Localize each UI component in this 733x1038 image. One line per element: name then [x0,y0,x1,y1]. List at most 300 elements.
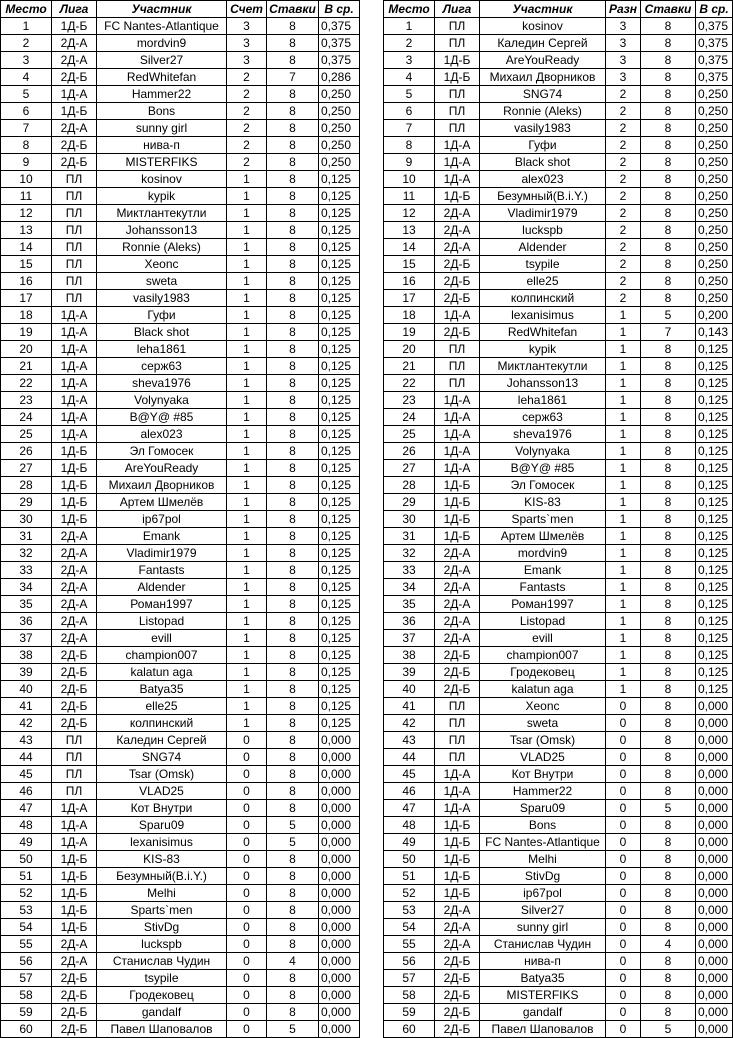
cell-bets: 8 [641,851,696,868]
cell-value: 0 [227,953,267,970]
cell-place: 12 [1,205,52,222]
cell-place: 60 [1,1021,52,1038]
cell-average: 0,125 [319,647,360,664]
table-row [1,460,360,477]
cell-bets: 8 [641,630,696,647]
cell-place: 14 [1,239,52,256]
cell-value: 2 [606,222,641,239]
cell-participant: AreYouReady [97,460,227,477]
cell-league: 1Д-Б [435,494,480,511]
cell-league: 1Д-Б [435,885,480,902]
cell-league: 1Д-А [52,358,97,375]
cell-average: 0,000 [696,834,733,851]
cell-value: 0 [606,715,641,732]
cell-value: 0 [227,868,267,885]
cell-place: 29 [1,494,52,511]
cell-participant: VLAD25 [97,783,227,800]
cell-value: 1 [227,392,267,409]
score-table [0,0,360,1038]
table-row [1,35,360,52]
cell-league: 1Д-Б [52,477,97,494]
cell-place: 7 [1,120,52,137]
cell-value: 0 [606,698,641,715]
cell-league: 1Д-Б [52,443,97,460]
cell-league: 1Д-А [435,426,480,443]
cell-bets: 8 [641,171,696,188]
cell-participant: Vladimir1979 [480,205,606,222]
table-row [1,494,360,511]
cell-bets: 8 [641,154,696,171]
cell-participant: Миктлантекутли [480,358,606,375]
cell-average: 0,250 [696,154,733,171]
cell-league: 1Д-А [52,800,97,817]
cell-participant: Ronnie (Aleks) [97,239,227,256]
cell-value: 1 [227,256,267,273]
cell-league: 1Д-Б [52,460,97,477]
cell-bets: 8 [641,749,696,766]
table-row [1,392,360,409]
table-row [384,647,733,664]
cell-league: ПЛ [52,749,97,766]
cell-participant: Hammer22 [480,783,606,800]
cell-average: 0,000 [319,783,360,800]
table-row [1,749,360,766]
cell-participant: KIS-83 [97,851,227,868]
cell-place: 32 [1,545,52,562]
cell-participant: sheva1976 [97,375,227,392]
cell-bets: 8 [641,256,696,273]
cell-bets: 8 [267,613,319,630]
cell-participant: kypik [97,188,227,205]
cell-league: 1Д-А [435,392,480,409]
cell-value: 0 [606,987,641,1004]
cell-participant: Vladimir1979 [97,545,227,562]
cell-place: 6 [384,103,435,120]
cell-average: 0,000 [319,749,360,766]
cell-participant: колпинский [97,715,227,732]
cell-bets: 8 [641,766,696,783]
cell-average: 0,000 [696,919,733,936]
cell-value: 3 [227,52,267,69]
cell-average: 0,000 [319,817,360,834]
cell-place: 25 [1,426,52,443]
cell-league: 1Д-А [435,154,480,171]
cell-participant: champion007 [97,647,227,664]
cell-participant: Melhi [97,885,227,902]
cell-value: 0 [227,885,267,902]
cell-average: 0,250 [696,222,733,239]
cell-league: 1Д-Б [52,919,97,936]
cell-value: 1 [227,460,267,477]
cell-league: 1Д-Б [435,528,480,545]
cell-league: 2Д-Б [435,290,480,307]
table-row [384,834,733,851]
cell-place: 5 [1,86,52,103]
cell-bets: 8 [267,426,319,443]
cell-value: 2 [227,154,267,171]
cell-average: 0,125 [696,596,733,613]
cell-bets: 8 [641,273,696,290]
cell-value: 0 [227,936,267,953]
cell-participant: leha1861 [480,392,606,409]
table-row [384,783,733,800]
cell-value: 2 [606,120,641,137]
table-row [1,834,360,851]
cell-league: ПЛ [435,375,480,392]
cell-bets: 5 [267,817,319,834]
cell-participant: leha1861 [97,341,227,358]
cell-league: 1Д-А [435,783,480,800]
cell-league: ПЛ [435,698,480,715]
cell-value: 2 [227,137,267,154]
cell-participant: evill [97,630,227,647]
cell-bets: 8 [641,528,696,545]
table-row [1,239,360,256]
cell-average: 0,000 [696,902,733,919]
cell-average: 0,125 [319,341,360,358]
cell-participant: luckspb [480,222,606,239]
cell-bets: 8 [267,35,319,52]
cell-value: 1 [227,681,267,698]
cell-bets: 8 [267,443,319,460]
cell-bets: 8 [641,511,696,528]
cell-average: 0,250 [319,154,360,171]
cell-bets: 8 [267,800,319,817]
header-place: Место [384,1,435,18]
cell-participant: Павел Шаповалов [480,1021,606,1038]
cell-value: 1 [227,630,267,647]
cell-place: 23 [1,392,52,409]
cell-participant: kypik [480,341,606,358]
cell-bets: 8 [267,188,319,205]
table-row [1,698,360,715]
table-row [1,341,360,358]
cell-average: 0,000 [319,885,360,902]
cell-place: 26 [384,443,435,460]
cell-league: 1Д-А [52,817,97,834]
cell-bets: 8 [641,970,696,987]
cell-value: 0 [606,953,641,970]
cell-average: 0,000 [319,919,360,936]
cell-bets: 8 [267,885,319,902]
cell-bets: 8 [267,103,319,120]
cell-participant: RedWhitefan [480,324,606,341]
cell-average: 0,125 [319,324,360,341]
table-row [1,477,360,494]
cell-bets: 8 [267,52,319,69]
cell-value: 2 [606,239,641,256]
cell-participant: KIS-83 [480,494,606,511]
table-row [384,358,733,375]
cell-bets: 8 [267,171,319,188]
cell-league: 2Д-Б [435,681,480,698]
cell-place: 24 [1,409,52,426]
cell-value: 2 [606,171,641,188]
cell-average: 0,375 [696,18,733,35]
cell-value: 1 [227,273,267,290]
cell-average: 0,125 [319,375,360,392]
cell-participant: Миктлантекутли [97,205,227,222]
cell-bets: 5 [267,834,319,851]
cell-place: 34 [1,579,52,596]
cell-bets: 8 [267,868,319,885]
cell-bets: 7 [641,324,696,341]
cell-value: 1 [227,579,267,596]
cell-place: 16 [1,273,52,290]
cell-place: 9 [1,154,52,171]
cell-participant: B@Y@ #85 [480,460,606,477]
cell-place: 11 [1,188,52,205]
cell-league: ПЛ [435,715,480,732]
table-row [1,324,360,341]
cell-participant: Silver27 [480,902,606,919]
table-row [384,307,733,324]
cell-value: 0 [606,919,641,936]
cell-place: 44 [1,749,52,766]
cell-value: 1 [606,528,641,545]
cell-value: 1 [227,222,267,239]
cell-league: 2Д-Б [52,69,97,86]
cell-place: 13 [1,222,52,239]
table-row [384,885,733,902]
cell-place: 10 [1,171,52,188]
cell-average: 0,000 [319,953,360,970]
cell-value: 1 [227,171,267,188]
cell-bets: 8 [641,103,696,120]
cell-bets: 5 [641,307,696,324]
table-header-row [1,1,360,18]
cell-league: ПЛ [52,766,97,783]
cell-value: 1 [606,664,641,681]
table-row [384,1004,733,1021]
cell-participant: Кот Внутри [97,800,227,817]
table-row [384,409,733,426]
cell-league: 2Д-А [435,613,480,630]
cell-place: 46 [384,783,435,800]
cell-bets: 5 [641,800,696,817]
cell-value: 1 [606,358,641,375]
cell-league: 2Д-А [435,630,480,647]
table-row [384,477,733,494]
cell-bets: 8 [641,392,696,409]
cell-value: 0 [227,749,267,766]
cell-average: 0,125 [319,698,360,715]
cell-place: 21 [1,358,52,375]
cell-bets: 8 [267,562,319,579]
cell-league: 2Д-Б [435,953,480,970]
cell-league: 2Д-Б [52,664,97,681]
table-row [384,817,733,834]
cell-average: 0,125 [696,613,733,630]
cell-place: 41 [384,698,435,715]
cell-participant: luckspb [97,936,227,953]
table-row [384,154,733,171]
cell-place: 17 [1,290,52,307]
cell-league: 1Д-А [52,307,97,324]
cell-league: 1Д-А [435,137,480,154]
cell-participant: нива-п [97,137,227,154]
cell-average: 0,250 [319,86,360,103]
cell-average: 0,250 [696,188,733,205]
cell-average: 0,125 [696,562,733,579]
cell-average: 0,125 [696,409,733,426]
cell-league: 1Д-Б [52,511,97,528]
cell-bets: 8 [641,375,696,392]
cell-league: 2Д-А [52,936,97,953]
cell-league: 2Д-А [52,630,97,647]
cell-average: 0,000 [696,732,733,749]
table-row [1,86,360,103]
cell-participant: Aldender [97,579,227,596]
cell-league: 2Д-А [52,562,97,579]
cell-average: 0,125 [319,426,360,443]
table-row [1,375,360,392]
table-row [384,137,733,154]
cell-participant: Fantasts [97,562,227,579]
cell-place: 60 [384,1021,435,1038]
cell-average: 0,375 [696,69,733,86]
table-row [384,953,733,970]
cell-bets: 8 [641,545,696,562]
cell-bets: 7 [267,69,319,86]
table-row [384,69,733,86]
cell-bets: 8 [641,443,696,460]
cell-participant: Безумный(B.i.Y.) [480,188,606,205]
cell-place: 28 [1,477,52,494]
table-row [384,460,733,477]
cell-value: 0 [606,868,641,885]
cell-value: 1 [606,341,641,358]
difference-table [383,0,733,1038]
cell-participant: VLAD25 [480,749,606,766]
cell-bets: 8 [267,630,319,647]
cell-value: 0 [606,970,641,987]
cell-place: 49 [1,834,52,851]
table-row [1,630,360,647]
table-row [384,35,733,52]
cell-league: ПЛ [52,222,97,239]
table-row [1,511,360,528]
cell-place: 40 [384,681,435,698]
table-row [1,69,360,86]
cell-place: 35 [1,596,52,613]
cell-average: 0,000 [696,698,733,715]
cell-average: 0,000 [319,987,360,1004]
cell-average: 0,125 [319,528,360,545]
table-row [384,664,733,681]
cell-league: 2Д-Б [435,324,480,341]
cell-participant: Роман1997 [97,596,227,613]
cell-place: 35 [384,596,435,613]
cell-league: ПЛ [52,273,97,290]
table-row [1,1021,360,1038]
cell-value: 1 [227,375,267,392]
cell-participant: Volynyaka [480,443,606,460]
cell-place: 25 [384,426,435,443]
table-row [384,171,733,188]
cell-place: 19 [1,324,52,341]
table-row [384,392,733,409]
cell-place: 31 [1,528,52,545]
cell-value: 1 [227,664,267,681]
cell-average: 0,125 [696,545,733,562]
cell-bets: 8 [641,562,696,579]
table-row [1,409,360,426]
cell-league: 2Д-Б [435,647,480,664]
cell-place: 13 [384,222,435,239]
cell-participant: Bons [480,817,606,834]
cell-league: 1Д-Б [435,477,480,494]
cell-bets: 8 [641,290,696,307]
cell-value: 1 [606,613,641,630]
cell-place: 50 [1,851,52,868]
cell-average: 0,125 [696,528,733,545]
cell-place: 1 [384,18,435,35]
cell-participant: StivDg [480,868,606,885]
cell-average: 0,125 [696,460,733,477]
cell-participant: Гродековец [97,987,227,1004]
cell-participant: Silver27 [97,52,227,69]
cell-average: 0,125 [696,511,733,528]
cell-league: 1Д-А [52,426,97,443]
cell-participant: Batya35 [97,681,227,698]
cell-average: 0,000 [696,953,733,970]
cell-average: 0,125 [319,545,360,562]
cell-bets: 8 [267,545,319,562]
cell-participant: ip67pol [97,511,227,528]
cell-bets: 8 [267,137,319,154]
table-row [1,987,360,1004]
cell-average: 0,125 [319,494,360,511]
cell-value: 2 [606,290,641,307]
cell-league: ПЛ [435,103,480,120]
cell-value: 1 [606,494,641,511]
cell-value: 1 [606,545,641,562]
table-row [384,494,733,511]
cell-average: 0,250 [696,205,733,222]
cell-place: 59 [384,1004,435,1021]
table-row [384,341,733,358]
cell-place: 36 [1,613,52,630]
cell-value: 3 [227,18,267,35]
cell-place: 34 [384,579,435,596]
cell-value: 0 [606,800,641,817]
cell-participant: kosinov [97,171,227,188]
table-row [1,307,360,324]
cell-participant: ip67pol [480,885,606,902]
cell-place: 24 [384,409,435,426]
table-row [384,205,733,222]
table-row [1,426,360,443]
cell-participant: B@Y@ #85 [97,409,227,426]
cell-bets: 8 [641,35,696,52]
cell-value: 0 [606,1021,641,1038]
cell-average: 0,125 [696,392,733,409]
cell-participant: sweta [97,273,227,290]
cell-value: 3 [606,18,641,35]
cell-bets: 4 [641,936,696,953]
cell-place: 19 [384,324,435,341]
cell-league: 1Д-А [435,443,480,460]
table-row [1,681,360,698]
table-row [384,239,733,256]
table-row [384,375,733,392]
table-row [384,732,733,749]
cell-bets: 5 [641,1021,696,1038]
cell-value: 2 [606,103,641,120]
cell-average: 0,375 [696,52,733,69]
table-row [384,443,733,460]
